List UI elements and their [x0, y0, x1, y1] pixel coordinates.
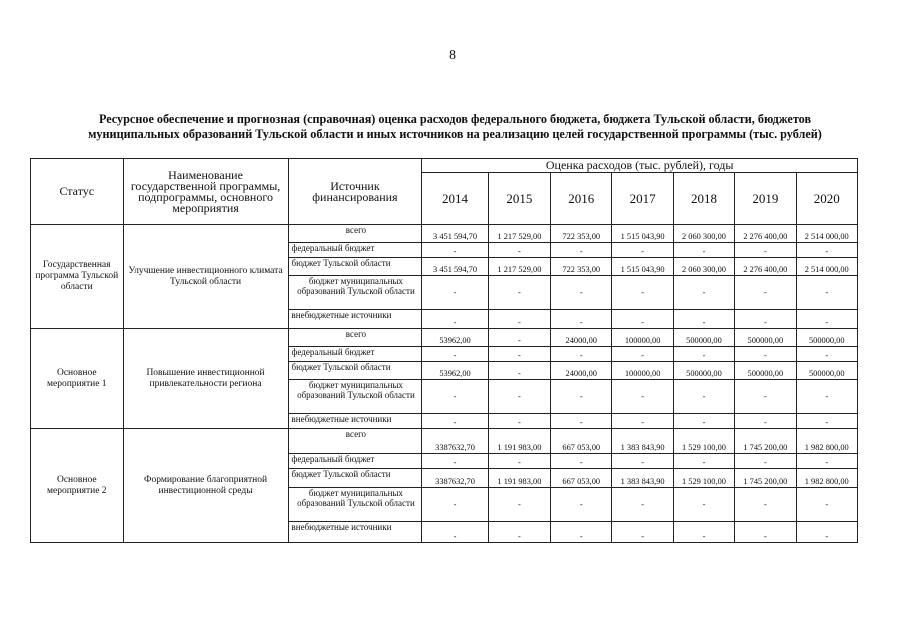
value-cell: 3 451 594,70	[422, 258, 488, 276]
source-cell: бюджет Тульской области	[288, 362, 422, 380]
value-cell: -	[735, 488, 796, 522]
value-cell: 24000,00	[551, 329, 612, 347]
value-cell: -	[612, 243, 673, 258]
title-line-2: муниципальных образований Тульской области и иных источников на реализацию целей государственной программы (тыс. рублей)	[88, 127, 822, 141]
value-cell: -	[796, 414, 857, 429]
value-cell: 1 745 200,00	[735, 469, 796, 488]
value-cell: -	[796, 380, 857, 414]
value-cell: -	[551, 454, 612, 469]
value-cell: 1 383 843,90	[612, 469, 673, 488]
value-cell: 3 451 594,70	[422, 225, 488, 243]
source-cell: внебюджетные источники	[288, 414, 422, 429]
value-cell: -	[488, 488, 550, 522]
value-cell: -	[673, 276, 734, 310]
value-cell: -	[796, 276, 857, 310]
value-cell: 722 353,00	[551, 258, 612, 276]
table-row	[31, 329, 858, 347]
header-year: 2019	[735, 173, 796, 225]
value-cell: -	[673, 347, 734, 362]
value-cell: -	[735, 522, 796, 543]
value-cell: -	[488, 310, 550, 329]
value-cell: 500000,00	[673, 362, 734, 380]
value-cell: -	[612, 276, 673, 310]
source-cell: федеральный бюджет	[288, 347, 422, 362]
value-cell: 1 383 843,90	[612, 429, 673, 454]
source-cell: бюджет Тульской области	[288, 469, 422, 488]
value-cell: 1 529 100,00	[673, 429, 734, 454]
value-cell: 1 217 529,00	[488, 225, 550, 243]
value-cell: -	[422, 276, 488, 310]
value-cell: 2 276 400,00	[735, 225, 796, 243]
value-cell: -	[551, 243, 612, 258]
header-year: 2018	[673, 173, 734, 225]
value-cell: -	[488, 362, 550, 380]
value-cell: 2 514 000,00	[796, 258, 857, 276]
value-cell: -	[673, 310, 734, 329]
page-number: 8	[449, 48, 456, 63]
value-cell: 53962,00	[422, 329, 488, 347]
header-year: 2020	[796, 173, 857, 225]
value-cell: -	[612, 380, 673, 414]
status-cell: Основное мероприятие 2	[31, 429, 124, 543]
source-cell: бюджет муниципальных образований Тульской области	[288, 488, 422, 522]
value-cell: -	[422, 310, 488, 329]
source-cell: всего	[288, 429, 422, 454]
value-cell: 2 060 300,00	[673, 258, 734, 276]
source-cell: бюджет муниципальных образований Тульской области	[288, 380, 422, 414]
value-cell: -	[673, 454, 734, 469]
value-cell: -	[422, 414, 488, 429]
value-cell: -	[488, 380, 550, 414]
value-cell: 1 982 800,00	[796, 429, 857, 454]
value-cell: -	[488, 414, 550, 429]
value-cell: 1 217 529,00	[488, 258, 550, 276]
value-cell: 722 353,00	[551, 225, 612, 243]
source-cell: внебюджетные источники	[288, 522, 422, 543]
value-cell: -	[673, 488, 734, 522]
header-year: 2014	[422, 173, 488, 225]
header-year: 2017	[612, 173, 673, 225]
source-cell: всего	[288, 225, 422, 243]
value-cell: -	[673, 243, 734, 258]
value-cell: -	[612, 488, 673, 522]
title-line-1: Ресурсное обеспечение и прогнозная (справочная) оценка расходов федерального бюджета, бюджета Тульской области, бюджетов	[98, 112, 812, 126]
value-cell: -	[735, 276, 796, 310]
value-cell: -	[673, 414, 734, 429]
source-cell: всего	[288, 329, 422, 347]
value-cell: 100000,00	[612, 329, 673, 347]
value-cell: -	[673, 380, 734, 414]
value-cell: -	[551, 310, 612, 329]
value-cell: 1 515 043,90	[612, 258, 673, 276]
value-cell: -	[796, 488, 857, 522]
value-cell: -	[551, 522, 612, 543]
value-cell: -	[488, 329, 550, 347]
value-cell: -	[488, 347, 550, 362]
value-cell: -	[735, 310, 796, 329]
value-cell: -	[673, 522, 734, 543]
page-title	[40, 112, 870, 142]
value-cell: -	[488, 454, 550, 469]
value-cell: -	[796, 347, 857, 362]
header-status: Статус	[31, 159, 124, 225]
source-cell: бюджет муниципальных образований Тульской области	[288, 276, 422, 310]
value-cell: -	[612, 310, 673, 329]
value-cell: 1 191 983,00	[488, 469, 550, 488]
source-cell: федеральный бюджет	[288, 454, 422, 469]
value-cell: 1 745 200,00	[735, 429, 796, 454]
value-cell: -	[551, 380, 612, 414]
value-cell: -	[735, 414, 796, 429]
value-cell: -	[796, 454, 857, 469]
value-cell: -	[422, 522, 488, 543]
value-cell: -	[551, 276, 612, 310]
status-cell: Основное мероприятие 1	[31, 329, 124, 429]
value-cell: -	[422, 454, 488, 469]
value-cell: -	[796, 310, 857, 329]
value-cell: 1 515 043,90	[612, 225, 673, 243]
value-cell: -	[422, 347, 488, 362]
header-source: Источник финансирования	[288, 159, 422, 225]
value-cell: -	[612, 522, 673, 543]
source-cell: федеральный бюджет	[288, 243, 422, 258]
value-cell: 500000,00	[735, 362, 796, 380]
value-cell: 100000,00	[612, 362, 673, 380]
value-cell: -	[612, 414, 673, 429]
value-cell: -	[422, 488, 488, 522]
value-cell: 500000,00	[673, 329, 734, 347]
value-cell: 1 982 800,00	[796, 469, 857, 488]
value-cell: 500000,00	[796, 362, 857, 380]
table-row	[31, 429, 858, 454]
program-name-cell: Формирование благоприятной инвестиционной среды	[123, 429, 288, 543]
source-cell: внебюджетные источники	[288, 310, 422, 329]
value-cell: -	[551, 414, 612, 429]
value-cell: -	[488, 243, 550, 258]
value-cell: -	[551, 347, 612, 362]
value-cell: 3387632,70	[422, 429, 488, 454]
value-cell: -	[422, 380, 488, 414]
value-cell: 53962,00	[422, 362, 488, 380]
value-cell: -	[551, 488, 612, 522]
value-cell: -	[422, 243, 488, 258]
value-cell: 500000,00	[796, 329, 857, 347]
value-cell: 667 053,00	[551, 429, 612, 454]
table-body	[31, 225, 858, 543]
header-name: Наименование государственной программы, подпрограммы, основного мероприятия	[123, 159, 288, 225]
value-cell: 2 276 400,00	[735, 258, 796, 276]
value-cell: 2 060 300,00	[673, 225, 734, 243]
table-row	[31, 225, 858, 243]
program-name-cell: Повышение инвестиционной привлекательности региона	[123, 329, 288, 429]
value-cell: -	[735, 243, 796, 258]
value-cell: -	[488, 276, 550, 310]
value-cell: -	[796, 243, 857, 258]
header-year: 2016	[551, 173, 612, 225]
header-year: 2015	[488, 173, 550, 225]
value-cell: -	[796, 522, 857, 543]
value-cell: -	[735, 347, 796, 362]
value-cell: 3387632,70	[422, 469, 488, 488]
value-cell: -	[612, 347, 673, 362]
budget-table	[30, 158, 858, 543]
header-estimate: Оценка расходов (тыс. рублей), годы	[422, 159, 858, 173]
value-cell: -	[735, 454, 796, 469]
value-cell: 2 514 000,00	[796, 225, 857, 243]
value-cell: 24000,00	[551, 362, 612, 380]
status-cell: Государственная программа Тульской области	[31, 225, 124, 329]
value-cell: -	[612, 454, 673, 469]
value-cell: 1 191 983,00	[488, 429, 550, 454]
value-cell: 500000,00	[735, 329, 796, 347]
source-cell: бюджет Тульской области	[288, 258, 422, 276]
value-cell: -	[488, 522, 550, 543]
value-cell: 667 053,00	[551, 469, 612, 488]
value-cell: 1 529 100,00	[673, 469, 734, 488]
value-cell: -	[735, 380, 796, 414]
program-name-cell: Улучшение инвестиционного климата Тульской области	[123, 225, 288, 329]
